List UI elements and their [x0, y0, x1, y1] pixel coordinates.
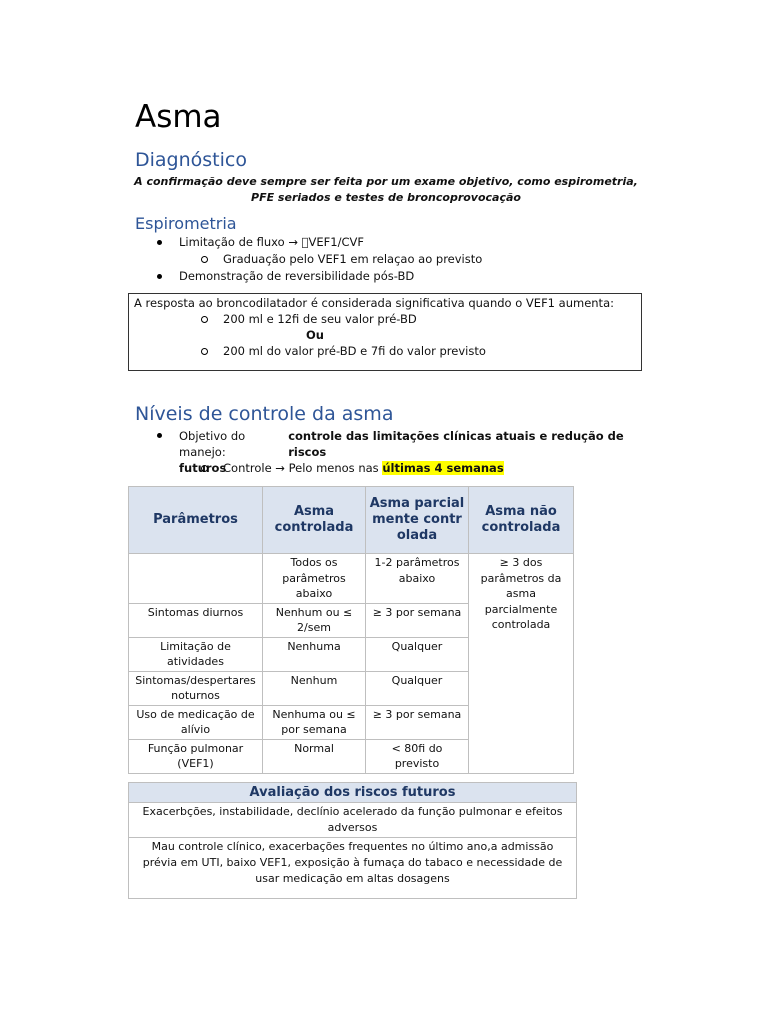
table-cell: Normal	[263, 739, 366, 773]
diagnostico-note: A confirmação deve sempre ser feita por um exame objetivo, como espirometria, PFE seriados e testes de broncoprovocação	[134, 175, 638, 204]
table-cell: Nenhuma ou ≤ por semana	[263, 705, 366, 739]
table-cell: Função pulmonar (VEF1)	[129, 739, 263, 773]
espirometria-heading: Espirometria	[135, 214, 237, 233]
table-cell: Nenhuma	[263, 637, 366, 671]
header-asma-controlada: Asma controlada	[263, 487, 366, 554]
table-cell: ≥ 3 por semana	[366, 603, 469, 637]
table-cell: Nenhum ou ≤ 2/sem	[263, 603, 366, 637]
risk-row-1: Exacerbções, instabilidade, declínio acelerado da função pulmonar e efeitos adversos	[129, 803, 577, 838]
bullet-dot-icon	[157, 240, 162, 245]
risk-header: Avaliação dos riscos futuros	[129, 783, 577, 803]
objetivo-label: Objetivo do manejo:	[179, 429, 246, 459]
header-asma-nao-controlada: Asma não controlada	[469, 487, 574, 554]
table-cell: Uso de medicação de alívio	[129, 705, 263, 739]
bd-box-item-2: 200 ml do valor pré-BD e 7ﬁ do valor previsto	[223, 344, 486, 358]
table-cell: Limitação de atividades	[129, 637, 263, 671]
header-parametros: Parâmetros	[129, 487, 263, 554]
controle-line	[223, 460, 504, 476]
bullet-circle-icon	[201, 465, 208, 472]
table-cell: 1-2 parâmetros abaixo	[366, 554, 469, 604]
risk-table-header-row	[129, 783, 577, 803]
bd-box-or: Ou	[306, 328, 324, 342]
bd-box-intro: A resposta ao broncodilatador é considerada significativa quando o VEF1 aumenta:	[134, 296, 614, 310]
table-row	[129, 554, 574, 604]
table-cell: Qualquer	[366, 671, 469, 705]
page-title: Asma	[135, 99, 222, 135]
controle-text: Controle → Pelo menos nas	[223, 461, 383, 475]
table-cell: Qualquer	[366, 637, 469, 671]
espirometria-bullet-1-sub: Graduação pelo VEF1 em relaçao ao previsto	[223, 252, 483, 266]
bullet-circle-icon	[201, 348, 208, 355]
header-asma-parcial: Asma parcialmente controlada	[366, 487, 469, 554]
table-row	[129, 838, 577, 899]
bd-box-item-1: 200 ml e 12ﬁ de seu valor pré-BD	[223, 312, 417, 326]
espirometria-bullet-2: Demonstração de reversibilidade pós-BD	[179, 269, 415, 283]
table-cell: Sintomas diurnos	[129, 603, 263, 637]
table-cell: Todos os parâmetros abaixo	[263, 554, 366, 604]
bullet-circle-icon	[201, 256, 208, 263]
risk-row-2: Mau controle clínico, exacerbações frequentes no último ano,a admissão prévia em UTI, baixo VEF1, exposição à fumaça do tabaco e necessidade de usar medicação em altas dosagens	[129, 838, 577, 899]
niveis-heading: Níveis de controle da asma	[135, 403, 394, 425]
table-cell: Nenhum	[263, 671, 366, 705]
control-table	[128, 486, 574, 774]
bullet-dot-icon	[157, 274, 162, 279]
bullet-dot-icon	[157, 433, 162, 438]
objetivo-bold: controle das limitações clínicas atuais e redução de riscos	[288, 429, 624, 459]
table-cell: Sintomas/despertares noturnos	[129, 671, 263, 705]
nao-controlada-cell: ≥ 3 dos parâmetros da asma parcialmente controlada	[469, 554, 574, 774]
table-cell	[129, 554, 263, 604]
espirometria-bullet-1: Limitação de fluxo →  VEF1/CVF	[179, 235, 364, 249]
table-row	[129, 803, 577, 838]
control-table-header-row	[129, 487, 574, 554]
objetivo-bold-2: futuros	[179, 461, 227, 475]
controle-highlight: últimas 4 semanas	[382, 461, 504, 475]
diagnostico-heading: Diagnóstico	[135, 149, 247, 171]
risk-table	[128, 782, 577, 899]
table-cell: < 80ﬁ do previsto	[366, 739, 469, 773]
bullet-circle-icon	[201, 316, 208, 323]
table-cell: ≥ 3 por semana	[366, 705, 469, 739]
